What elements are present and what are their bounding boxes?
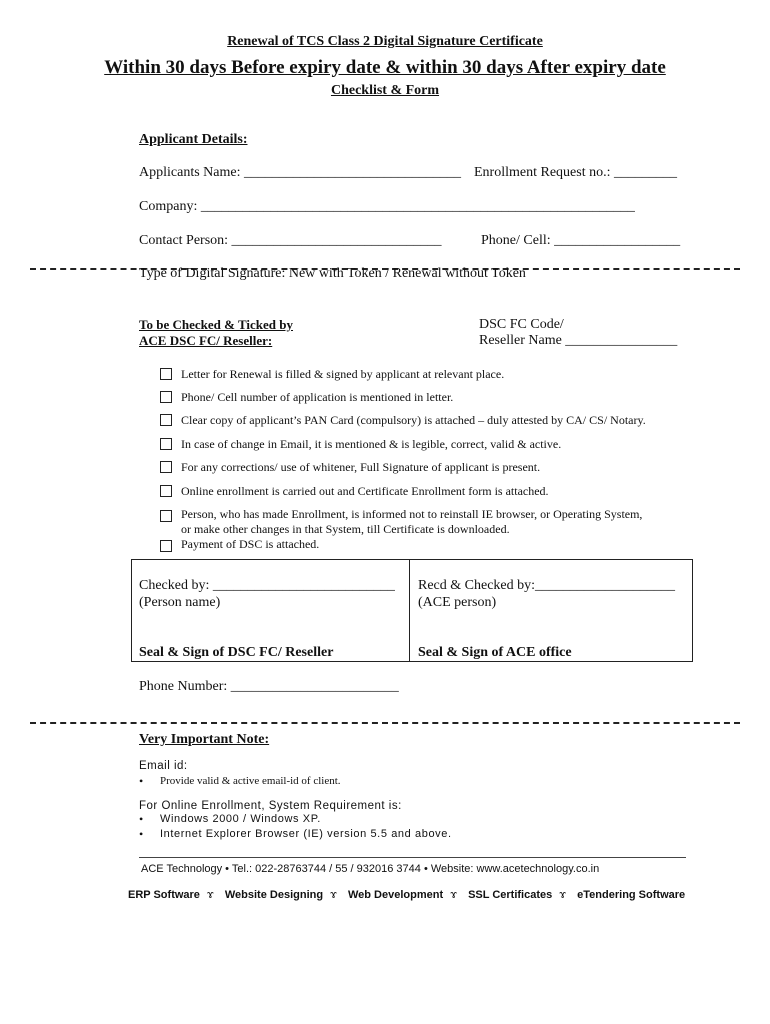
person-name-label: (Person name) xyxy=(139,595,221,610)
separator-icon: ɤ xyxy=(450,889,457,901)
checkbox-item-8[interactable] xyxy=(160,540,172,552)
seal-sign-ace-label: Seal & Sign of ACE office xyxy=(418,645,572,660)
checkbox-item-5[interactable] xyxy=(160,461,172,473)
checked-by-field[interactable]: Checked by: __________________________ xyxy=(139,578,395,593)
bullet-icon: • xyxy=(139,774,144,788)
checklist-item: Payment of DSC is attached. xyxy=(181,537,320,551)
to-be-checked-label: To be Checked & Ticked by xyxy=(139,317,293,332)
signature-type: Type of Digital Signature: New with Token / Renewal without Token xyxy=(139,266,526,281)
email-note: Provide valid & active email-id of client. xyxy=(160,775,341,787)
separator-icon: ɤ xyxy=(559,889,567,901)
checklist-item-continued: or make other changes in that System, till Certificate is downloaded. xyxy=(181,522,510,536)
checkbox-item-7[interactable] xyxy=(160,510,172,522)
signature-box-divider xyxy=(409,559,410,661)
seal-sign-fc-label: Seal & Sign of DSC FC/ Reseller xyxy=(139,645,334,660)
checkbox-item-4[interactable] xyxy=(160,438,172,450)
bullet-icon: • xyxy=(139,812,144,826)
checkbox-item-3[interactable] xyxy=(160,414,172,426)
doc-title: Renewal of TCS Class 2 Digital Signature Certificate xyxy=(227,34,543,49)
phone-cell-field[interactable]: Phone/ Cell: __________________ xyxy=(481,233,681,248)
company-field[interactable]: Company: ______________________________________________________________ xyxy=(139,199,635,214)
checklist-item: For any corrections/ use of whitener, Full Signature of applicant is present. xyxy=(181,460,541,474)
checkbox-item-2[interactable] xyxy=(160,391,172,403)
service-erp: ERP Software xyxy=(128,889,200,901)
service-etendering: eTendering Software xyxy=(577,889,686,901)
contact-person-field[interactable]: Contact Person: ______________________________ xyxy=(139,233,442,248)
system-req-item: Windows 2000 / Windows XP. xyxy=(160,813,321,825)
checklist-item: Phone/ Cell number of application is mentioned in letter. xyxy=(181,390,454,404)
cut-line-bottom xyxy=(30,722,740,724)
important-note-title: Very Important Note: xyxy=(139,732,270,747)
recd-checked-field[interactable]: Recd & Checked by:____________________ xyxy=(418,578,676,593)
footer-services xyxy=(128,889,685,901)
checklist-item: Online enrollment is carried out and Certificate Enrollment form is attached. xyxy=(181,484,549,498)
doc-subtitle: Within 30 days Before expiry date & within 30 days After expiry date xyxy=(104,57,666,78)
service-web-dev: Web Development xyxy=(347,889,444,901)
ace-dsc-reseller-label: ACE DSC FC/ Reseller: xyxy=(139,333,273,348)
reseller-name-field[interactable]: Reseller Name ________________ xyxy=(479,333,678,348)
checkbox-item-1[interactable] xyxy=(160,368,172,380)
applicant-name-field[interactable]: Applicants Name: _______________________________ xyxy=(139,165,461,180)
service-web-design: Website Designing xyxy=(224,889,324,901)
footer-rule xyxy=(139,857,686,858)
enrollment-request-field[interactable]: Enrollment Request no.: _________ xyxy=(474,165,677,180)
separator-icon: ɤ xyxy=(207,889,214,901)
service-ssl: SSL Certificates xyxy=(468,889,553,901)
footer-contact: ACE Technology • Tel.: 022-28763744 / 55 / 932016 3744 • Website: www.acetechnology.co.in xyxy=(141,863,600,875)
checkbox-item-6[interactable] xyxy=(160,485,172,497)
separator-icon: ɤ xyxy=(330,889,337,901)
checklist-item: Person, who has made Enrollment, is informed not to reinstall IE browser, or Operating System, xyxy=(181,507,643,521)
applicant-section-title: Applicant Details: xyxy=(139,132,248,147)
checklist-item: In case of change in Email, it is mentioned & is legible, correct, valid & active. xyxy=(181,437,562,451)
dsc-fc-code-label: DSC FC Code/ xyxy=(479,317,564,332)
bullet-icon: • xyxy=(139,827,144,841)
phone-number-field[interactable]: Phone Number: ________________________ xyxy=(139,679,399,694)
email-heading: Email id: xyxy=(139,760,188,772)
system-req-item: Internet Explorer Browser (IE) version 5.5 and above. xyxy=(160,828,452,840)
checklist-item: Clear copy of applicant’s PAN Card (compulsory) is attached – duly attested by CA/ CS/ Notary. xyxy=(181,413,646,427)
checklist-form-label: Checklist & Form xyxy=(330,83,440,98)
checklist-item: Letter for Renewal is filled & signed by applicant at relevant place. xyxy=(181,367,505,381)
system-req-heading: For Online Enrollment, System Requirement is: xyxy=(139,800,402,812)
ace-person-label: (ACE person) xyxy=(418,595,497,610)
